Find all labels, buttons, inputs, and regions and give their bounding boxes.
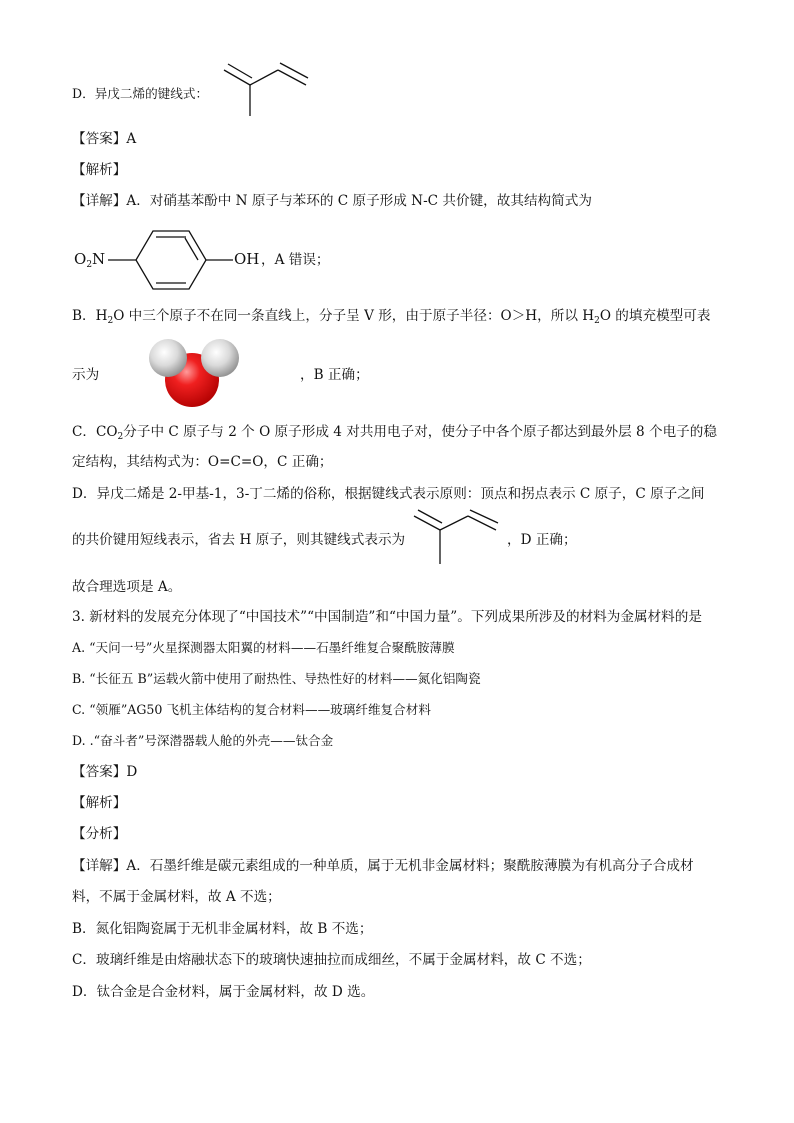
- detail-d-conclusion: ，D 正确；: [507, 532, 577, 548]
- analysis-label-2: 【解析】: [72, 795, 127, 811]
- detail-b-line: B．$H_2O$ 中三个原子不在同一条直线上，分子呈 V 形，由于原子半径：O＞H，所以 $H_2O$ 的填充模型可表: [72, 308, 711, 326]
- nitrophenol-left-group: $O_2N$: [74, 250, 106, 270]
- detail-d-line-2: 的共价键用短线表示，省去 H 原子，则其键线式表示为: [72, 532, 406, 548]
- detail-a-conclusion: ，A 错误；: [261, 252, 330, 268]
- nitrophenol-right-group: OH: [234, 250, 260, 268]
- question-3-option-a: A. “天问一号”火星探测器太阳翼的材料——石墨纤维复合聚酰胺薄膜: [72, 640, 455, 655]
- detail-a-line: 【详解】A．对硝基苯酚中 N 原子与苯环的 C 原子形成 N-C 共价键，故其结构简式为: [72, 193, 592, 209]
- detail-q3-d: D．钛合金是合金材料，属于金属材料，故 D 选。: [72, 984, 375, 1000]
- isoprene-skeletal-formula: [220, 58, 320, 122]
- analysis-label-1: 【解析】: [72, 162, 127, 178]
- summary-line: 故合理选项是 A。: [72, 579, 182, 595]
- detail-c-line-2: 定结构，其结构式为：O=C=O，C 正确；: [72, 454, 333, 470]
- answer-label-1: 【答案】A: [72, 131, 137, 147]
- detail-q3-a: 【详解】A．石墨纤维是碳元素组成的一种单质，属于无机非金属材料；聚酰胺薄膜为有机高分子合成材: [72, 858, 694, 874]
- detail-d-line: D．异戊二烯是 2-甲基-1，3-丁二烯的俗称，根据键线式表示原则：顶点和拐点表示 C 原子，C 原子之间: [72, 486, 705, 502]
- question-3-option-b: B. “长征五 B”运载火箭中使用了耐热性、导热性好的材料——氮化铝陶瓷: [72, 671, 481, 686]
- detail-q3-a-2: 料，不属于金属材料，故 A 不选；: [72, 889, 281, 905]
- option-d-prompt: D．异戊二烯的键线式：: [72, 86, 209, 101]
- question-3-option-c: C. “领雁”AG50 飞机主体结构的复合材料——玻璃纤维复合材料: [72, 702, 431, 717]
- detail-b-conclusion: ，B 正确；: [300, 367, 369, 383]
- isoprene-skeletal-formula-2: [410, 508, 510, 568]
- detail-q3-c: C．玻璃纤维是由熔融状态下的玻璃快速抽拉而成细丝，不属于金属材料，故 C 不选；: [72, 952, 591, 968]
- detail-b-shown-as: 示为: [72, 367, 100, 383]
- benzene-ring: [106, 225, 236, 295]
- water-space-filling-model: [140, 332, 250, 412]
- question-3-stem: 3. 新材料的发展充分体现了“中国技术”“中国制造”和“中国力量”。下列成果所涉及的材料为金属材料的是: [72, 609, 702, 625]
- detail-c-line: C．$CO_2$分子中 C 原子与 2 个 O 原子形成 4 对共用电子对，使分子中各个原子都达到最外层 8 个电子的稳: [72, 424, 717, 442]
- reasoning-label: 【分析】: [72, 826, 127, 842]
- answer-label-2: 【答案】D: [72, 764, 138, 780]
- detail-q3-b: B．氮化铝陶瓷属于无机非金属材料，故 B 不选；: [72, 921, 373, 937]
- question-3-option-d: D. .“奋斗者”号深潜器载人舱的外壳——钛合金: [72, 733, 334, 748]
